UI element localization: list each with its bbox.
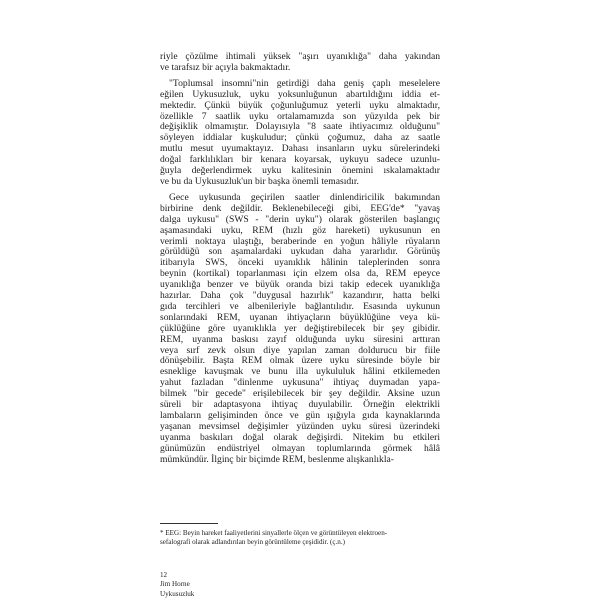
text-line: söyleyen iddialar kuşkuludur; çünkü çoğumuz, daha az saatle xyxy=(160,132,440,144)
text-line: mektedir. Çünkü büyük çoğunluğumuz yeterli uyku almaktadır, xyxy=(160,99,440,111)
text-line: ve tarafsız bir açıyla bakmaktadır. xyxy=(160,61,291,73)
text-line: aşamasındaki uyku, REM (hızlı göz hareketi) uykusunun en xyxy=(160,224,440,236)
text-line: esneklige kavuşmak ve bunu illa uykululuk hâlini etkilemeden xyxy=(160,366,440,378)
text-line: REM, uyanma baskısı zayıf olduğunda uyku süresini arttıran xyxy=(160,333,440,345)
text-line: uyanma baskıları doğal olarak değişirdi. Nitekim bu etkileri xyxy=(160,431,440,443)
book-title: Uykusuzluk xyxy=(160,589,195,598)
text-line: değişiklik olmamıştır. Dolayısıyla "8 saate ihtiyacımız olduğunu" xyxy=(160,121,440,133)
text-line: Gece uykusunda geçirilen saatler dinlendiricilik bakımından xyxy=(169,191,440,203)
text-line: hazırlar. Daha çok "duygusal hazırlık" kazandırır, hatta belki xyxy=(160,290,440,302)
text-line: "Toplumsal insomni"nin getirdiği daha geniş çaplı meselelere xyxy=(169,77,440,89)
text-line: sonlarındaki REM, uyanan ihtiyaçların büyüklüğüne veya kü- xyxy=(160,311,440,323)
text-line: günümüzün endüstriyel olmayan toplumlarında görmek hâlâ xyxy=(160,442,440,454)
text-line: ve bu da Uykusuzluk'un bir başka önemli temasıdır. xyxy=(160,175,359,187)
page-footer xyxy=(160,571,194,599)
text-line: yaşanan mevsimsel değişimler yüzünden uyku süresi üzerindeki xyxy=(160,420,440,432)
text-line: lambaların gelişiminden önce ve gün ışığıyla gıda kaynaklarında xyxy=(160,410,440,421)
text-line: birbirine denk değildir. Beklenebileceği gibi, EEG'de* "yavaş xyxy=(160,202,440,214)
text-line: mutlu mesut uyumaktayız. Dahası insanların uyku sürelerindeki xyxy=(160,143,440,155)
text-line: gıda tercihleri ve albenileriyle bağlantılıdır. Esasında uykunun xyxy=(160,300,440,312)
text-line: eğilen Uykusuzluk, uyku yoksunluğunun abartıldığını iddia et- xyxy=(160,88,440,100)
text-line: itibarıyla SWS, önceki uyanıklık hâlinin taleplerinden sonra xyxy=(160,257,440,269)
text-line: mümkündür. İlginç bir biçimde REM, beslenme alışkanlıkla- xyxy=(160,453,394,465)
page-number: 12 xyxy=(160,571,168,579)
text-line: verimli noktaya ulaştığı, beraberinde en yoğun hâliyle rüyaların xyxy=(160,235,440,247)
text-line: dalga uykusu" (SWS - "derin uyku") olarak gösterilen başlangıç xyxy=(160,213,440,225)
text-line: uyanıklığa benzer ve büyük oranda bizi takip edecek uyanıklığa xyxy=(160,279,440,291)
paragraph xyxy=(160,79,440,188)
text-line: özellikle 7 saatlik uyku ortalamamızda son yüzyılda pek bir xyxy=(160,110,440,122)
text-line: yahut fazladan "dinlenme uykusuna" ihtiyaç duymadan yapa- xyxy=(160,377,440,389)
paragraph xyxy=(160,52,440,74)
text-line: dönüşebilir. Başta REM olmak üzere uyku süresinde böyle bir xyxy=(160,355,440,367)
paragraph xyxy=(160,193,440,466)
text-line: görüldüğü son aşamalardaki uykudan daha yararlıdır. Görünüş xyxy=(160,246,440,258)
author-name: Jim Horne xyxy=(160,580,190,589)
text-line: beynin (kortikal) toparlanması için elzem olsa da, REM epeyce xyxy=(160,268,440,280)
text-line: doğal farklılıkları bir kenara koyarsak, uykuyu sadece uzunlu- xyxy=(160,154,440,166)
text-line: bilmek "bir gecede" erişilebilecek bir şey değildir. Aksine uzun xyxy=(160,388,440,400)
text-line: veya sırf zevk olsun diye yapılan zaman doldurucu bir fiile xyxy=(160,344,440,356)
footnote-divider xyxy=(160,523,218,524)
body-text xyxy=(160,52,440,471)
footnote xyxy=(160,529,445,548)
footnote-line: * EEG: Beyin hareket faaliyetlerini sinyallerle ölçen ve görüntüleyen elektroen- xyxy=(160,529,388,537)
text-line: riyle çözülme ihtimali yüksek "aşırı uyanıklığa" daha yakından xyxy=(160,51,440,62)
text-line: ğuyla değerlendirmek uyku kalitesinin önemini ıskalamaktadır xyxy=(160,165,440,177)
text-line: süreli bir adaptasyona ihtiyaç duyulabilir. Örneğin elektrikli xyxy=(160,399,440,411)
text-line: çüklüğüne göre uyanıklıkla yer değiştirebilecek bir şey gibidir. xyxy=(160,322,440,334)
footnote-line: sefalografi olarak adlandırılan beyin görüntüleme çeşididir. (ç.n.) xyxy=(160,538,345,547)
